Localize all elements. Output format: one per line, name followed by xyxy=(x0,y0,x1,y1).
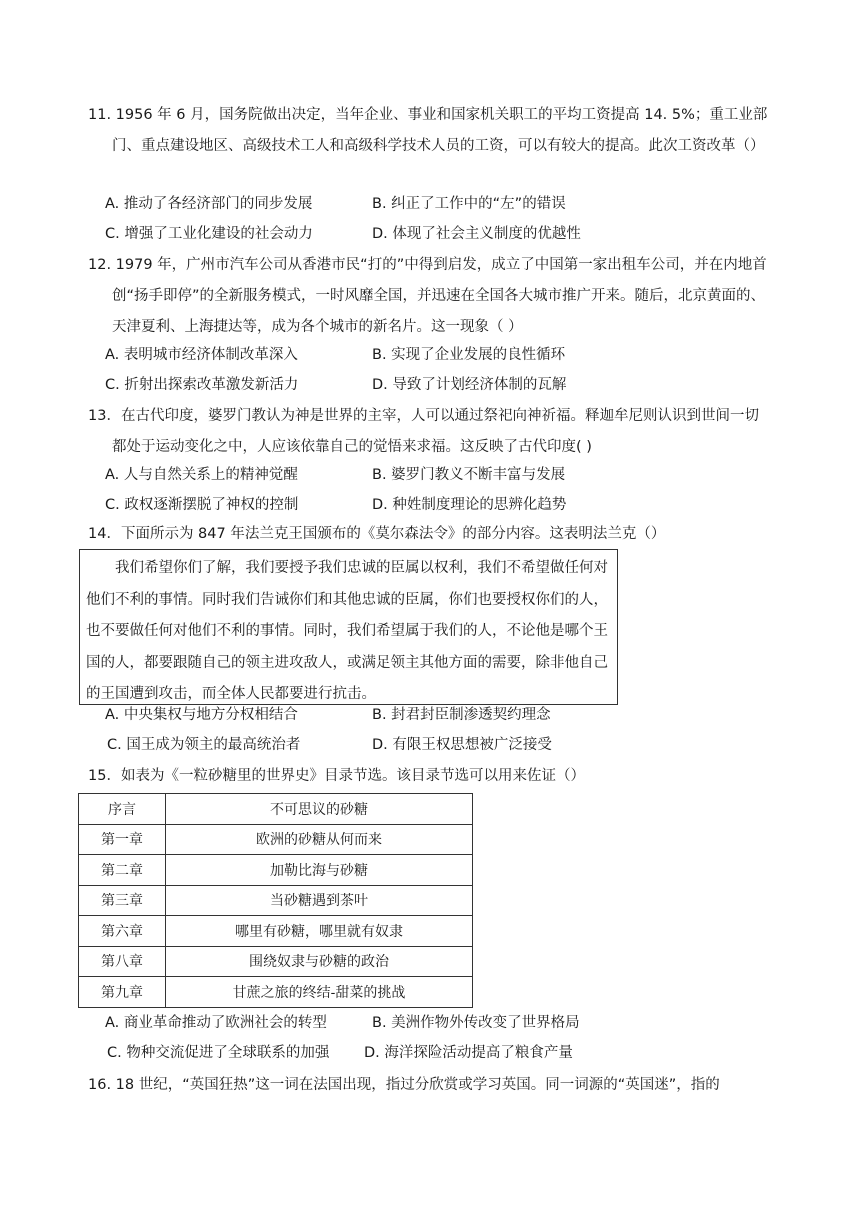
option-c[interactable]: C. 政权逐渐摆脱了神权的控制 xyxy=(105,497,299,513)
question-12 xyxy=(88,250,768,343)
question-11-options xyxy=(105,189,765,249)
question-11 xyxy=(88,100,768,162)
option-c[interactable]: C. 增强了工业化建设的社会动力 xyxy=(105,226,313,242)
question-14-options xyxy=(105,700,765,760)
table-row xyxy=(79,824,473,855)
question-stem: 11. 1956 年 6 月，国务院做出决定，当年企业、事业和国家机关职工的平均工资提高 14. 5%；重工业部门、重点建设地区、高级技术工人和高级科学技术人员的工资，可以有较大的提高。此次工资改革（） xyxy=(88,107,768,154)
question-12-options xyxy=(105,340,765,400)
option-b[interactable]: B. 婆罗门教义不断丰富与发展 xyxy=(372,467,566,483)
chapter-title: 甘蔗之旅的终结-甜菜的挑战 xyxy=(166,977,473,1008)
table-row xyxy=(79,916,473,947)
option-c[interactable]: C. 折射出探索改革激发新活力 xyxy=(105,377,299,393)
chapter-number: 第九章 xyxy=(79,977,166,1008)
chapter-title: 不可思议的砂糖 xyxy=(166,794,473,825)
option-a[interactable]: A. 商业革命推动了欧洲社会的转型 xyxy=(105,1015,327,1031)
question-13-options xyxy=(105,460,765,520)
table-row xyxy=(79,794,473,825)
table-row xyxy=(79,977,473,1008)
question-stem: 15．如表为《一粒砂糖里的世界史》目录节选。该目录节选可以用来佐证（） xyxy=(88,768,585,784)
chapter-title: 围绕奴隶与砂糖的政治 xyxy=(166,946,473,977)
question-13 xyxy=(88,401,768,463)
option-a[interactable]: A. 人与自然关系上的精神觉醒 xyxy=(105,467,298,483)
chapter-number: 第二章 xyxy=(79,855,166,886)
chapter-number: 第八章 xyxy=(79,946,166,977)
question-14 xyxy=(88,519,768,550)
source-passage-box xyxy=(79,549,618,705)
option-a[interactable]: A. 中央集权与地方分权相结合 xyxy=(105,707,298,723)
option-d[interactable]: D. 体现了社会主义制度的优越性 xyxy=(372,226,581,242)
option-c[interactable]: C. 国王成为领主的最高统治者 xyxy=(107,737,301,753)
question-stem: 14．下面所示为 847 年法兰克王国颁布的《莫尔森法令》的部分内容。这表明法兰克（） xyxy=(88,526,666,542)
question-stem: 13．在古代印度，婆罗门教认为神是世界的主宰，人可以通过祭祀向神祈福。释迦牟尼则认识到世间一切都处于运动变化之中，人应该依靠自己的觉悟来求福。这反映了古代印度( ) xyxy=(88,408,759,455)
chapter-number: 第六章 xyxy=(79,916,166,947)
chapter-title: 欧洲的砂糖从何而来 xyxy=(166,824,473,855)
chapter-number: 序言 xyxy=(79,794,166,825)
option-d[interactable]: D. 有限王权思想被广泛接受 xyxy=(372,737,552,753)
table-row xyxy=(79,885,473,916)
question-15 xyxy=(88,761,768,792)
chapter-number: 第三章 xyxy=(79,885,166,916)
option-d[interactable]: D. 海洋探险活动提高了粮食产量 xyxy=(364,1045,573,1061)
option-a[interactable]: A. 推动了各经济部门的同步发展 xyxy=(105,196,313,212)
option-b[interactable]: B. 实现了企业发展的良性循环 xyxy=(372,347,566,363)
question-stem: 12. 1979 年，广州市汽车公司从香港市民“打的”中得到启发，成立了中国第一家出租车公司，并在内地首创“扬手即停”的全新服务模式，一时风靡全国，并迅速在全国各大城市推广开来。随后，北京黄面的、天津夏利、上海捷达等，成为各个城市的新名片。这一现象（ ） xyxy=(88,257,767,335)
option-d[interactable]: D. 导致了计划经济体制的瓦解 xyxy=(372,377,567,393)
option-b[interactable]: B. 封君封臣制渗透契约理念 xyxy=(372,707,551,723)
question-16 xyxy=(88,1070,768,1101)
table-row xyxy=(79,946,473,977)
question-stem: 16. 18 世纪，“英国狂热”这一词在法国出现，指过分欣赏或学习英国。同一词源的“英国迷”，指的 xyxy=(88,1077,720,1093)
option-b[interactable]: B. 美洲作物外传改变了世界格局 xyxy=(372,1015,580,1031)
chapter-title: 当砂糖遇到茶叶 xyxy=(166,885,473,916)
option-a[interactable]: A. 表明城市经济体制改革深入 xyxy=(105,347,298,363)
chapter-title: 加勒比海与砂糖 xyxy=(166,855,473,886)
table-row xyxy=(79,855,473,886)
source-passage-text: 我们希望你们了解，我们要授予我们忠诚的臣属以权利，我们不希望做任何对他们不利的事情。同时我们告诫你们和其他忠诚的臣属，你们也要授权你们的人，也不要做任何对他们不利的事情。同时，我们希望属于我们的人，不论他是哪个王国的人，都要跟随自己的领主进攻敌人，或满足领主其他方面的需要，除非他自己的王国遭到攻击，而全体人民都要进行抗击。 xyxy=(86,560,608,702)
option-d[interactable]: D. 种姓制度理论的思辨化趋势 xyxy=(372,497,567,513)
chapter-title: 哪里有砂糖，哪里就有奴隶 xyxy=(166,916,473,947)
chapter-number: 第一章 xyxy=(79,824,166,855)
table-of-contents xyxy=(78,793,473,1008)
option-b[interactable]: B. 纠正了工作中的“左”的错误 xyxy=(372,196,566,212)
question-15-options xyxy=(105,1008,765,1068)
option-c[interactable]: C. 物种交流促进了全球联系的加强 xyxy=(107,1045,330,1061)
